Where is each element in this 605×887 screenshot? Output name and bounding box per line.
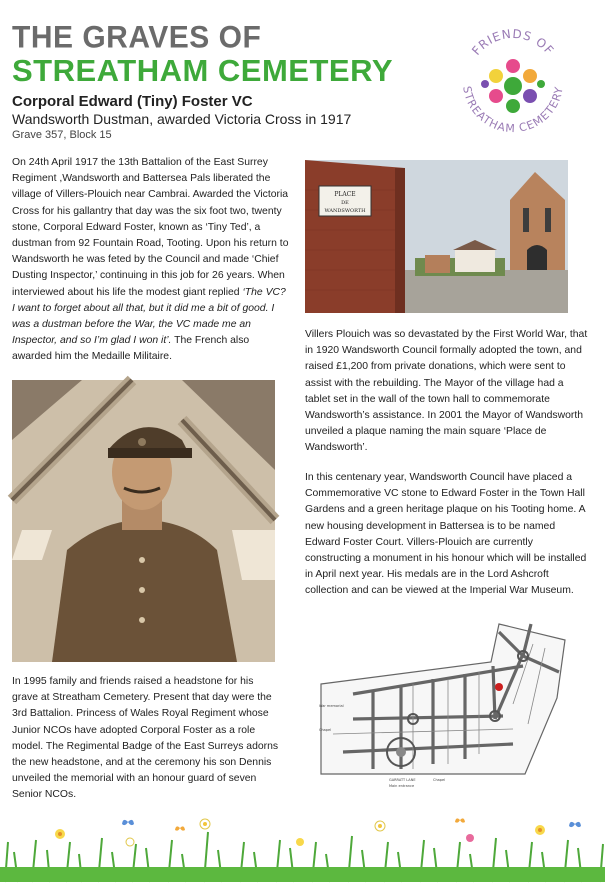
p1-quote: ‘The VC? I want to forget about all that, but it did me a bit of good. I was a dustman before the War, the VC made me an Inspector, and so I’m glad I won it’. [12, 286, 286, 347]
friends-of-streatham-cemetery-logo [451, 20, 575, 144]
place-de-wandsworth-photo [305, 160, 568, 313]
title-line-2: STREATHAM CEMETERY [12, 53, 393, 88]
p1-end: The French also awarded him the Medaille Militaire. [12, 335, 250, 363]
logo-text-bottom: STREATHAM CEMETERY [460, 85, 566, 136]
map-label-main-entrance: Main entrance [389, 784, 415, 788]
grass-flowers-footer [0, 812, 605, 882]
cemetery-map [313, 624, 571, 788]
paragraph-centenary: In this centenary year, Wandsworth Council have placed a Commemorative VC stone to Edward Foster in the Town Hall Gardens and a green heritage plaque on his Tooting home. A new housing development in Battersea is to be named Edward Foster Court. Villers-Plouich are currently constructing a monument in his honour which will be installed in April next year. His medals are in the Lord Ashcroft collection and can be viewed at the Imperial War Museum. [305, 472, 587, 597]
corporal-foster-portrait [12, 380, 275, 662]
map-label-war-memorial: War memorial [319, 704, 344, 708]
p1-text: On 24th April 1917 the 13th Battalion of the East Surrey Regiment ,Wandsworth and Battersea Pals liberated the village of Villers-Plouich near Cambrai. Awarded the Victoria Cross for his gallantry that day was the six foot two, twenty stone, Corporal Edward Foster, known as ‘Tiny Ted’, a dustman from 92 Fountain Road, Tooting. Upon his return to Wandsworth he was feted by the Council and made ‘Chief Dusting Inspector,’ continuing in this job for 26 years. When interviewed about his life the modest giant replied [12, 157, 289, 298]
map-label-chapel-left: Chapel [319, 728, 332, 732]
paragraph-headstone: In 1995 family and friends raised a headstone for his grave at Streatham Cemetery. Present that day were the 3rd Battalion. Princess of Wales Royal Regiment whose Junior NCOs have adopted Corporal Foster as a role model. The Regimental Badge of the East Surreys adorns the new headstone, and at the ceremony his son Dennis unveiled the memorial with an honour guard of seven Senior NCOs. [12, 676, 279, 801]
paragraph-victoria-cross [12, 155, 290, 366]
sign-line-2: DE [341, 200, 349, 206]
map-label-garratt-lane: GARRATT LANE [389, 778, 416, 782]
paragraph-villers-plouich: Villers Plouich was so devastated by the First World War, that in 1920 Wandsworth Council formally adopted the town, and raised £1,200 from private donations, which were sent to assist with the rebuilding. The Mayor of the village had a tablet set in the wall of the town hall to commemorate Wandsworth’s assistance. In 2001 the Mayor of Wandsworth unveiled a plaque naming the main square ‘Place de Wandsworth’. [305, 329, 588, 454]
svg-text:FRIENDS OF [469, 27, 557, 58]
grave-reference: Grave 357, Block 15 [12, 129, 112, 141]
title-line-1: THE GRAVES OF [12, 20, 262, 55]
logo-text-top: FRIENDS OF [469, 26, 557, 58]
grave-location-marker [495, 683, 503, 691]
sign-line-3: WANDSWORTH [324, 208, 366, 214]
map-label-chapel-bottom: Chapel [433, 778, 446, 782]
article-subtitle: Corporal Edward (Tiny) Foster VC [12, 93, 253, 110]
sign-line-1: PLACE [334, 191, 356, 198]
article-subline: Wandsworth Dustman, awarded Victoria Cross in 1917 [12, 111, 352, 127]
